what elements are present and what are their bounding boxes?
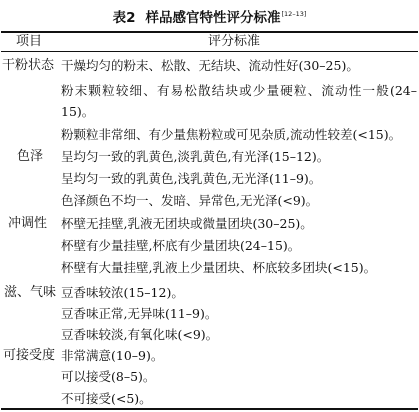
table-row [0, 366, 419, 387]
row-criteria-text: 可以接受(8–5)。 [61, 369, 156, 384]
table-reference: [12–13] [281, 10, 307, 18]
table-row [0, 388, 419, 409]
row-criteria-text: 粉颗粒非常细、有少量焦粉粒或可见杂质,流动性较差(<15)。 [61, 127, 402, 142]
table-row [0, 213, 419, 234]
column-header-standard: 评分标准 [208, 34, 261, 49]
table-row [0, 324, 419, 345]
row-item-label: 可接受度 [3, 348, 56, 363]
column-header-item: 项目 [16, 34, 43, 49]
row-criteria-text: 不可接受(<5)。 [61, 391, 152, 406]
table-row [0, 146, 419, 167]
table-row [0, 190, 419, 211]
table-row [0, 257, 419, 278]
row-criteria-text: 呈均匀一致的乳黄色,淡乳黄色,有光泽(15–12)。 [61, 149, 330, 164]
row-item-label: 色泽 [17, 149, 44, 164]
row-criteria-text: 干燥均匀的粉末、松散、无结块、流动性好(30–25)。 [61, 58, 359, 73]
row-item-label: 冲调性 [8, 216, 48, 231]
row-criteria-text: 杯壁无挂壁,乳液无团块或微量团块(30–25)。 [61, 216, 313, 231]
table-bottom-rule [1, 408, 418, 410]
table-row [0, 168, 419, 189]
table-header-rule [1, 51, 418, 52]
table-row [0, 303, 419, 324]
table-caption [0, 5, 419, 27]
table-row [0, 345, 419, 366]
row-criteria-text: 杯壁有少量挂壁,杯底有少量团块(24–15)。 [61, 238, 301, 253]
table-row [0, 80, 419, 122]
row-criteria-text: 豆香味正常,无异味(11–9)。 [61, 306, 218, 321]
row-item-label: 滋、气味 [4, 285, 57, 300]
table-number: 表2 [112, 10, 136, 26]
row-criteria-text: 色泽颜色不均一、发暗、异常色,无光泽(<9)。 [61, 193, 319, 208]
row-criteria-text: 呈均匀一致的乳黄色,浅乳黄色,无光泽(11–9)。 [61, 171, 322, 186]
row-criteria-text: 豆香味较浓(15–12)。 [61, 285, 184, 300]
row-criteria-text: 非常满意(10–9)。 [61, 348, 164, 363]
table-row [0, 235, 419, 256]
row-item-label: 干粉状态 [2, 58, 55, 73]
row-criteria-text: 豆香味较淡,有氧化味(<9)。 [61, 327, 219, 342]
row-criteria-text: 杯壁有大量挂壁,乳液上少量团块、杯底较多团块(<15)。 [61, 260, 377, 275]
table-top-rule [1, 31, 418, 33]
table-row [0, 282, 419, 303]
row-criteria-text: 粉末颗粒较细、有易松散结块或少量硬粒、流动性一般(24–15)。 [61, 83, 417, 119]
table-title: 样品感官特性评分标准 [145, 10, 281, 26]
table-row [0, 55, 419, 76]
